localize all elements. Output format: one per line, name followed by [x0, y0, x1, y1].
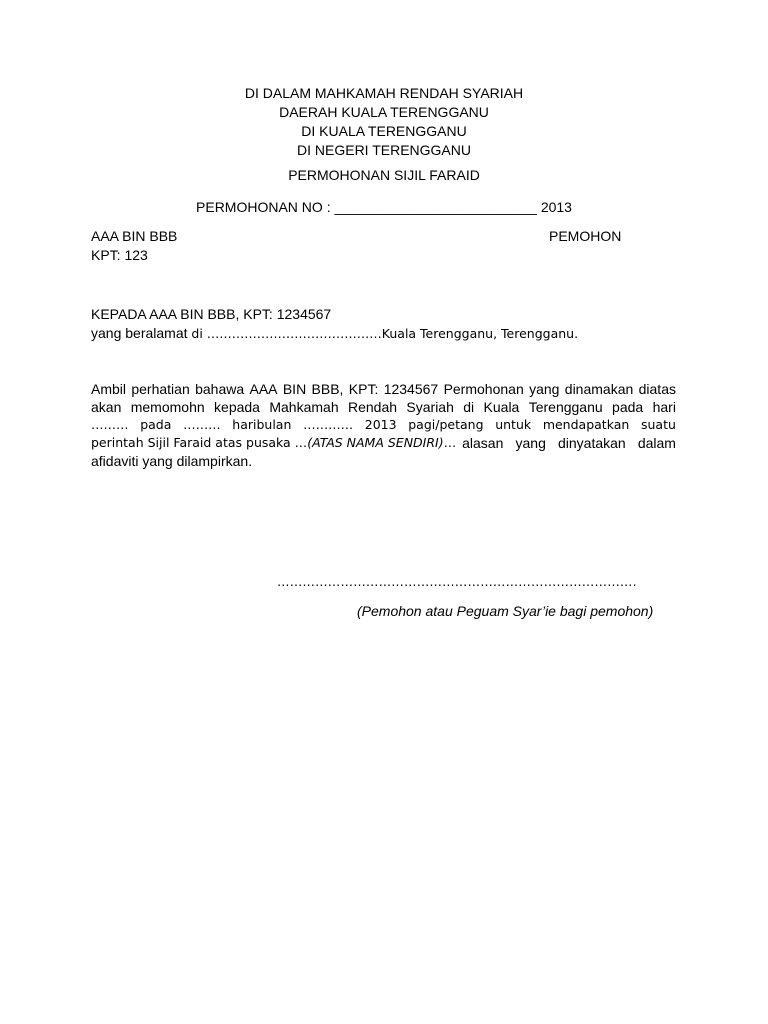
application-number — [0, 198, 768, 217]
l3-word: pagi/petang — [408, 417, 484, 432]
address-label: yang beralamat — [91, 325, 188, 341]
l1-word: diatas — [638, 381, 676, 397]
l3-word: ……… — [183, 417, 221, 432]
l2-word: Kuala — [483, 399, 520, 415]
l3-word: mendapatkan — [542, 417, 630, 432]
notice-line-2 — [91, 398, 676, 416]
l1-word: 1234567 — [383, 381, 439, 397]
signature-caption: (Pemohon atau Peguam Syar’ie bagi pemohon) — [357, 603, 654, 619]
l3-word: 2013 — [364, 417, 397, 432]
l3-word: pada — [140, 417, 172, 432]
l3-word: untuk — [495, 417, 532, 432]
l2-word: Terengganu — [528, 399, 603, 415]
l1-word: dinamakan — [564, 381, 634, 397]
court-line-2: DAERAH KUALA TERENGGANU — [279, 104, 489, 120]
addressee-address — [91, 324, 578, 343]
l1-word: yang — [529, 381, 560, 397]
l1-word: BBB, — [311, 381, 344, 397]
l2-word: Syariah — [406, 399, 454, 415]
document-title: PERMOHONAN SIJIL FARAID — [288, 167, 480, 183]
l2-word: Mahkamah — [269, 399, 339, 415]
l3-word: haribulan — [232, 417, 292, 432]
notice-line-5: afidaviti yang dilampirkan. — [91, 453, 253, 469]
l2-word: akan — [91, 399, 122, 415]
address-fill: di ……………………………………Kuala Terengganu, Terengganu. — [191, 326, 579, 341]
l2-word: pada — [612, 399, 644, 415]
court-line-4: DI NEGERI TERENGGANU — [297, 142, 471, 158]
applicant-role: PEMOHON — [549, 228, 622, 244]
notice-line-4 — [91, 434, 676, 452]
l2-word: kepada — [214, 399, 260, 415]
application-number-blank: __________________________ — [334, 199, 537, 215]
notice-paragraph — [91, 380, 676, 470]
l1-word: Permohonan — [443, 381, 524, 397]
l2-word: di — [463, 399, 475, 415]
l1-word: perhatian — [131, 381, 190, 397]
l4_d-word: yang — [515, 435, 546, 451]
notice-line-1 — [91, 380, 676, 398]
application-number-label: PERMOHONAN NO : — [196, 199, 331, 215]
l3-word: suatu — [640, 417, 676, 432]
estate-name: (ATAS NAMA SENDIRI) — [307, 435, 444, 450]
applicant-name: AAA BIN BBB — [91, 228, 178, 244]
l2-word: hari — [652, 399, 676, 415]
l2-word: Rendah — [347, 399, 398, 415]
signature-line: …………………………………………………………………………. — [277, 574, 637, 589]
court-header — [0, 84, 768, 160]
applicant-kpt: KPT: 123 — [91, 247, 148, 263]
court-line-3: DI KUALA TERENGGANU — [301, 123, 467, 139]
notice-line-4-start: perintah Sijil Faraid atas pusaka …(ATAS NAMA SENDIRI)… — [91, 435, 457, 450]
l3-word: ………… — [303, 417, 354, 432]
court-line-1: DI DALAM MAHKAMAH RENDAH SYARIAH — [244, 85, 524, 101]
l3-word: ……… — [91, 417, 129, 432]
l2-word: memomohn — [130, 399, 205, 415]
addressee-line: KEPADA AAA BIN BBB, KPT: 1234567 — [91, 306, 332, 322]
l1-word: Ambil — [91, 381, 127, 397]
l1-word: BIN — [282, 381, 307, 397]
l1-word: bahawa — [195, 381, 245, 397]
l4_d-word: alasan — [462, 435, 504, 451]
application-year: 2013 — [540, 199, 572, 215]
l1-word: KPT: — [348, 381, 379, 397]
l1-word: AAA — [249, 381, 278, 397]
l4_d-word: dinyatakan — [557, 435, 626, 451]
notice-line-3 — [91, 416, 676, 434]
l4_d-word: dalam — [637, 435, 676, 451]
